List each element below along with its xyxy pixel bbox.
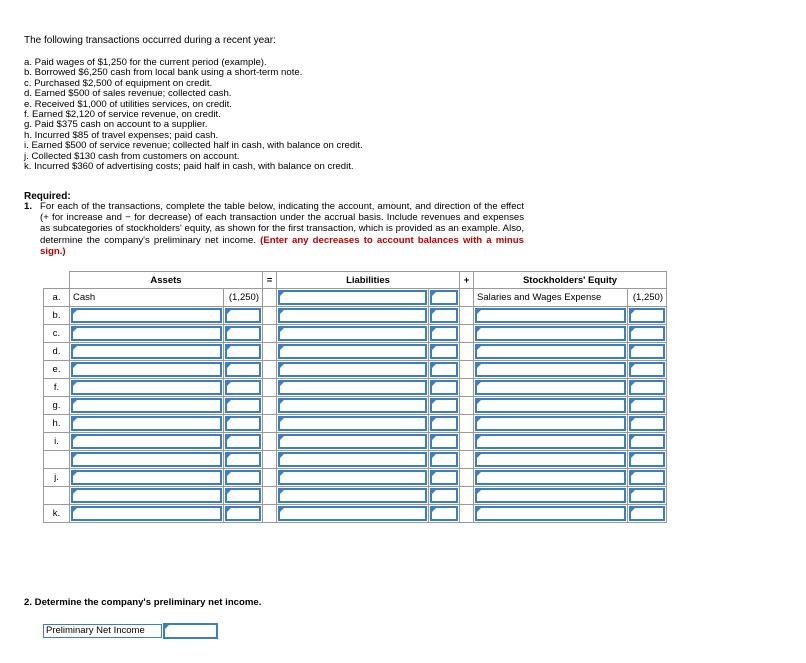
asset-amount-input[interactable] xyxy=(224,451,263,469)
equals-spacer xyxy=(263,343,277,361)
asset-amount-input[interactable] xyxy=(224,505,263,523)
row-label xyxy=(44,451,70,469)
plus-spacer xyxy=(460,487,474,505)
equity-account-input[interactable] xyxy=(474,343,628,361)
equity-account-input[interactable] xyxy=(474,433,628,451)
plus-spacer xyxy=(460,361,474,379)
net-income-label: Preliminary Net Income xyxy=(43,624,162,638)
table-row xyxy=(44,451,667,469)
required-item-1-number: 1. xyxy=(24,201,33,212)
equals-spacer xyxy=(263,379,277,397)
transaction-item: f. Earned $2,120 of service revenue, on credit. xyxy=(24,109,221,121)
transaction-item: d. Earned $500 of sales revenue; collected cash. xyxy=(24,88,232,100)
liability-amount-input[interactable] xyxy=(429,361,460,379)
liability-account-input[interactable] xyxy=(277,487,429,505)
plus-spacer xyxy=(460,505,474,523)
liability-account-input[interactable] xyxy=(277,343,429,361)
liability-amount-input[interactable] xyxy=(429,379,460,397)
equity-account-input: Salaries and Wages Expense xyxy=(474,289,628,307)
asset-amount-input[interactable] xyxy=(224,433,263,451)
equals-spacer xyxy=(263,325,277,343)
table-row xyxy=(44,505,667,523)
equity-amount-input[interactable] xyxy=(628,487,667,505)
asset-amount-input[interactable] xyxy=(224,325,263,343)
equity-amount-input[interactable] xyxy=(628,469,667,487)
asset-amount-input[interactable] xyxy=(224,415,263,433)
asset-amount-input[interactable] xyxy=(224,487,263,505)
row-label: d. xyxy=(44,343,70,361)
liability-account-input[interactable] xyxy=(277,325,429,343)
plus-spacer xyxy=(460,469,474,487)
equity-amount-input[interactable] xyxy=(628,343,667,361)
equals-spacer xyxy=(263,361,277,379)
asset-amount-input[interactable] xyxy=(224,397,263,415)
asset-account-input[interactable] xyxy=(70,397,224,415)
equals-spacer xyxy=(263,397,277,415)
asset-account-input: Cash xyxy=(70,289,224,307)
table-row xyxy=(44,379,667,397)
liabilities-header: Liabilities xyxy=(277,272,460,289)
plus-spacer xyxy=(460,433,474,451)
required-item-2: 2. Determine the company's preliminary net income. xyxy=(24,597,262,608)
transaction-item: j. Collected $130 cash from customers on account. xyxy=(24,150,240,162)
asset-amount-input[interactable] xyxy=(224,379,263,397)
equity-amount-input[interactable] xyxy=(628,433,667,451)
plus-spacer xyxy=(460,289,474,307)
asset-account-input[interactable] xyxy=(70,361,224,379)
liability-amount-input[interactable] xyxy=(429,325,460,343)
plus-spacer xyxy=(460,415,474,433)
row-label: b. xyxy=(44,307,70,325)
liability-amount-input[interactable] xyxy=(429,433,460,451)
equity-account-input[interactable] xyxy=(474,307,628,325)
table-row xyxy=(44,361,667,379)
equity-account-input[interactable] xyxy=(474,505,628,523)
equals-header: = xyxy=(263,272,277,289)
row-label: c. xyxy=(44,325,70,343)
plus-spacer xyxy=(460,451,474,469)
table-row xyxy=(44,487,667,505)
liability-account-input[interactable] xyxy=(277,469,429,487)
liability-amount-input[interactable] xyxy=(429,415,460,433)
intro-text: The following transactions occurred during a recent year: xyxy=(24,35,276,46)
row-label: j. xyxy=(44,469,70,487)
accounting-equation-table xyxy=(43,271,667,523)
equity-amount-input: (1,250) xyxy=(628,289,667,307)
table-row xyxy=(44,343,667,361)
liability-amount-input[interactable] xyxy=(429,487,460,505)
asset-amount-input[interactable] xyxy=(224,343,263,361)
liability-account-input[interactable] xyxy=(277,289,429,307)
equals-spacer xyxy=(263,307,277,325)
asset-account-input[interactable] xyxy=(70,415,224,433)
liability-amount-input[interactable] xyxy=(429,469,460,487)
transaction-item: e. Received $1,000 of utilities services, on credit. xyxy=(24,98,232,110)
row-label: e. xyxy=(44,361,70,379)
equity-amount-input[interactable] xyxy=(628,415,667,433)
table-row xyxy=(44,325,667,343)
plus-spacer xyxy=(460,307,474,325)
transaction-item: h. Incurred $85 of travel expenses; paid cash. xyxy=(24,129,219,141)
asset-account-input[interactable] xyxy=(70,451,224,469)
table-row xyxy=(44,397,667,415)
equity-account-input[interactable] xyxy=(474,397,628,415)
liability-account-input[interactable] xyxy=(277,379,429,397)
liability-account-input[interactable] xyxy=(277,433,429,451)
liability-amount-input[interactable] xyxy=(429,451,460,469)
equity-account-input[interactable] xyxy=(474,325,628,343)
liability-amount-input[interactable] xyxy=(429,343,460,361)
equals-spacer xyxy=(263,415,277,433)
required-item-1-note: (Enter any decreases to account balances with a minus sign.) xyxy=(40,234,524,257)
table-row xyxy=(44,415,667,433)
equity-account-input[interactable] xyxy=(474,361,628,379)
equals-spacer xyxy=(263,451,277,469)
liability-account-input[interactable] xyxy=(277,361,429,379)
row-label: g. xyxy=(44,397,70,415)
liability-account-input[interactable] xyxy=(277,397,429,415)
equity-header: Stockholders' Equity xyxy=(474,272,667,289)
equals-spacer xyxy=(263,487,277,505)
table-row xyxy=(44,289,667,307)
equals-spacer xyxy=(263,433,277,451)
asset-account-input[interactable] xyxy=(70,505,224,523)
liability-amount-input[interactable] xyxy=(429,307,460,325)
asset-account-input[interactable] xyxy=(70,433,224,451)
equals-spacer xyxy=(263,505,277,523)
plus-spacer xyxy=(460,325,474,343)
row-label xyxy=(44,487,70,505)
table-row xyxy=(44,433,667,451)
liability-amount-input[interactable] xyxy=(429,397,460,415)
asset-amount-input[interactable] xyxy=(224,469,263,487)
row-label: h. xyxy=(44,415,70,433)
plus-spacer xyxy=(460,379,474,397)
row-label: f. xyxy=(44,379,70,397)
equity-amount-input[interactable] xyxy=(628,361,667,379)
equity-account-input[interactable] xyxy=(474,469,628,487)
required-item-1-text: For each of the transactions, complete the table below, indicating the account, amount, and direction of the effect (+ for increase and − for decrease) of each transaction under the accrual basis. Include revenues and expenses as subcategories of stockholders' equity, as shown for the first transaction, which is provided as an example. Also, determine the company's preliminary net income. xyxy=(40,201,524,246)
asset-account-input[interactable] xyxy=(70,469,224,487)
table-row xyxy=(44,469,667,487)
equity-account-input[interactable] xyxy=(474,487,628,505)
equity-amount-input[interactable] xyxy=(628,505,667,523)
transaction-list xyxy=(24,58,363,172)
row-label: k. xyxy=(44,505,70,523)
equity-amount-input[interactable] xyxy=(628,325,667,343)
equity-amount-input[interactable] xyxy=(628,397,667,415)
equity-amount-input[interactable] xyxy=(628,307,667,325)
equity-account-input[interactable] xyxy=(474,379,628,397)
liability-account-input[interactable] xyxy=(277,307,429,325)
asset-account-input[interactable] xyxy=(70,487,224,505)
liability-account-input[interactable] xyxy=(277,415,429,433)
asset-account-input[interactable] xyxy=(70,379,224,397)
row-label: a. xyxy=(44,289,70,307)
asset-amount-input: (1,250) xyxy=(224,289,263,307)
equity-amount-input[interactable] xyxy=(628,379,667,397)
transaction-item: i. Earned $500 of service revenue; collected half in cash, with balance on credit. xyxy=(24,140,363,152)
required-heading: Required: xyxy=(24,191,71,202)
transaction-item: k. Incurred $360 of advertising costs; paid half in cash, with balance on credit. xyxy=(24,161,354,173)
asset-account-input[interactable] xyxy=(70,325,224,343)
liability-amount-input[interactable] xyxy=(429,505,460,523)
transaction-item: g. Paid $375 cash on account to a supplier. xyxy=(24,119,208,131)
asset-account-input[interactable] xyxy=(70,343,224,361)
required-item-1 xyxy=(24,201,524,257)
equity-account-input[interactable] xyxy=(474,451,628,469)
transaction-item: c. Purchased $2,500 of equipment on credit. xyxy=(24,77,213,89)
liability-amount-input[interactable] xyxy=(429,289,460,307)
asset-amount-input[interactable] xyxy=(224,307,263,325)
transaction-item: b. Borrowed $6,250 cash from local bank using a short-term note. xyxy=(24,67,303,79)
plus-spacer xyxy=(460,343,474,361)
equity-amount-input[interactable] xyxy=(628,451,667,469)
liability-account-input[interactable] xyxy=(277,505,429,523)
net-income-input[interactable] xyxy=(163,623,218,639)
transaction-item: a. Paid wages of $1,250 for the current period (example). xyxy=(24,57,267,68)
table-header-row xyxy=(44,272,667,289)
asset-account-input[interactable] xyxy=(70,307,224,325)
equals-spacer xyxy=(263,289,277,307)
table-row xyxy=(44,307,667,325)
row-label: i. xyxy=(44,433,70,451)
equity-account-input[interactable] xyxy=(474,415,628,433)
liability-account-input[interactable] xyxy=(277,451,429,469)
asset-amount-input[interactable] xyxy=(224,361,263,379)
plus-header: + xyxy=(460,272,474,289)
equals-spacer xyxy=(263,469,277,487)
assets-header: Assets xyxy=(70,272,263,289)
plus-spacer xyxy=(460,397,474,415)
